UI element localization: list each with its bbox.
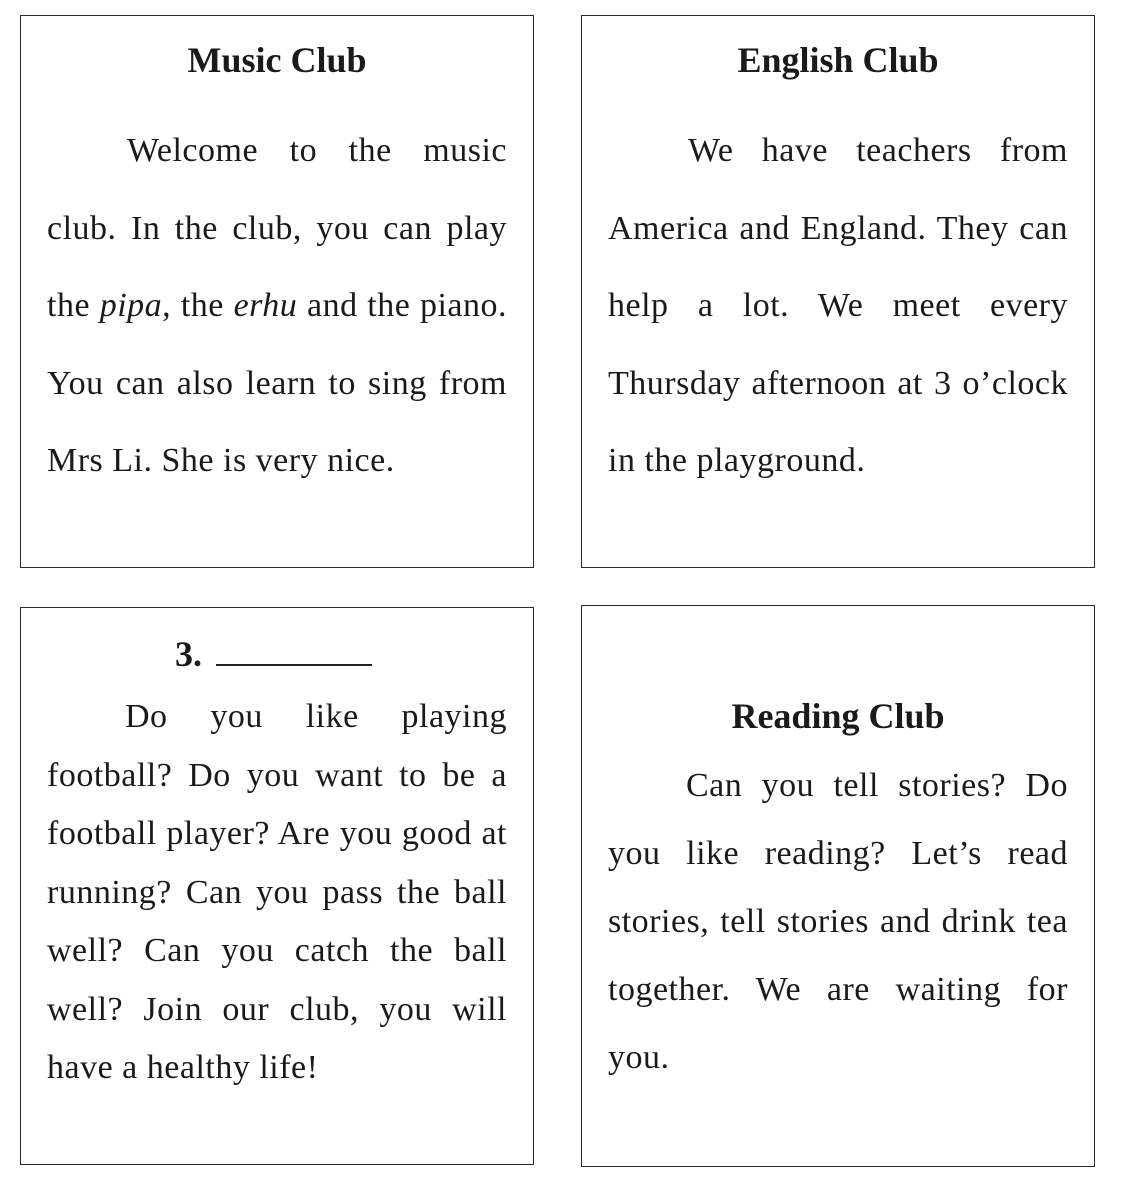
pipa-word: pipa — [99, 287, 163, 324]
english-club-card — [581, 15, 1095, 568]
music-club-card — [20, 15, 534, 568]
reading-club-title: Reading Club — [731, 696, 945, 736]
club-3-card — [20, 607, 534, 1165]
music-club-text — [47, 112, 507, 500]
music-text-part1: Welcome to the music club. In the club, you can play the — [47, 132, 507, 324]
reading-club-card — [581, 605, 1095, 1167]
english-club-text: We have teachers from America and England. They can help a lot. We meet every Thursday afternoon at 3 o’clock in the playground. — [608, 132, 1068, 479]
english-club-title: English Club — [737, 40, 939, 80]
question-number: 3. — [175, 634, 202, 674]
music-text-part2: , the — [162, 287, 234, 324]
club-3-text: Do you like playing football? Do you want to be a football player? Are you good at running? Can you pass the ball well? Can you catch the ball well? Join our club, you will have a healthy life! — [47, 698, 507, 1086]
music-text-part3: and the piano. You can also learn to sing from Mrs Li. She is very nice. — [47, 287, 507, 479]
answer-blank[interactable] — [216, 642, 372, 666]
music-club-title: Music Club — [187, 40, 367, 80]
erhu-word: erhu — [233, 287, 298, 324]
club-3-heading — [175, 636, 372, 672]
reading-club-text: Can you tell stories? Do you like reading? Let’s read stories, tell stories and drink tea together. We are waiting for you. — [608, 767, 1068, 1076]
